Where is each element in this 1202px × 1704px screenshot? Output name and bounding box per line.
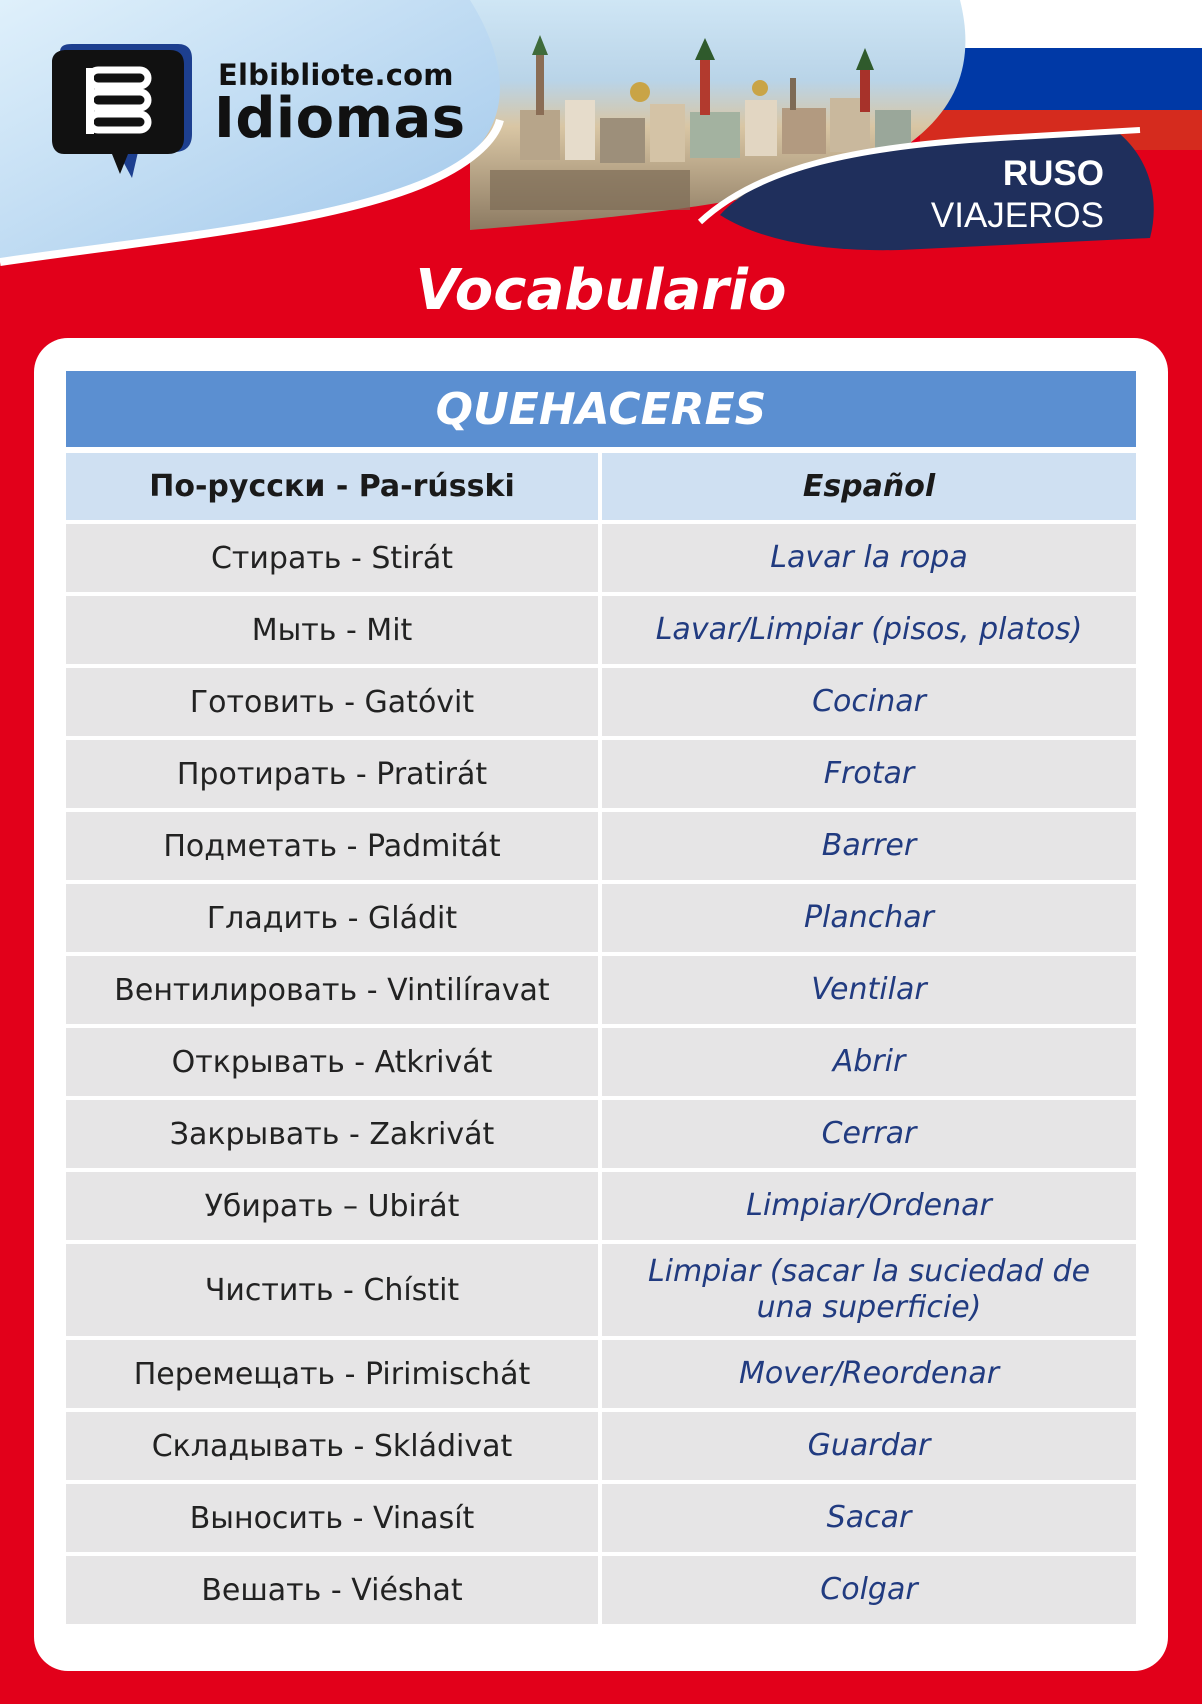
brand-site: Elbibliote.com xyxy=(218,58,454,92)
spanish-translation: Cerrar xyxy=(602,1100,1136,1168)
spanish-translation: Limpiar/Ordenar xyxy=(602,1172,1136,1240)
spanish-translation: Ventilar xyxy=(602,956,1136,1024)
table-row xyxy=(66,1340,1136,1408)
spanish-translation: Sacar xyxy=(602,1484,1136,1552)
russian-term: Закрывать - Zakrivát xyxy=(66,1100,598,1168)
russian-term: Складывать - Skládivat xyxy=(66,1412,598,1480)
spanish-translation: Frotar xyxy=(602,740,1136,808)
column-header-russian: По-русски - Pa-rússki xyxy=(66,453,598,520)
russian-term: Убирать – Ubirát xyxy=(66,1172,598,1240)
table-row xyxy=(66,668,1136,736)
table-row xyxy=(66,956,1136,1024)
spanish-translation: Lavar/Limpiar (pisos, platos) xyxy=(602,596,1136,664)
badge-level: VIAJEROS xyxy=(930,196,1104,235)
chat-bubble-book-icon xyxy=(50,42,200,154)
russian-term: Стирать - Stirát xyxy=(66,524,598,592)
russian-term: Чистить - Chístit xyxy=(66,1244,598,1336)
russian-term: Открывать - Atkrivát xyxy=(66,1028,598,1096)
table-row xyxy=(66,884,1136,952)
russian-term: Вентилировать - Vintilíravat xyxy=(66,956,598,1024)
russian-term: Подметать - Padmitát xyxy=(66,812,598,880)
column-header-spanish: Español xyxy=(602,453,1136,520)
spanish-translation: Planchar xyxy=(602,884,1136,952)
page-title: Vocabulario xyxy=(415,258,787,323)
brand-name: Idiomas xyxy=(214,86,466,151)
table-row xyxy=(66,1412,1136,1480)
table-row xyxy=(66,596,1136,664)
table-row xyxy=(66,740,1136,808)
russian-term: Протирать - Pratirát xyxy=(66,740,598,808)
section-title: QUEHACERES xyxy=(66,371,1136,447)
table-row xyxy=(66,1028,1136,1096)
vocabulary-table xyxy=(66,371,1136,1628)
badge-language: RUSO xyxy=(1002,154,1104,193)
table-row xyxy=(66,812,1136,880)
russian-term: Готовить - Gatóvit xyxy=(66,668,598,736)
spanish-translation: Limpiar (sacar la suciedad de una superficie) xyxy=(602,1244,1136,1336)
russian-term: Гладить - Gládit xyxy=(66,884,598,952)
table-row xyxy=(66,1484,1136,1552)
table-row xyxy=(66,1100,1136,1168)
table-row xyxy=(66,524,1136,592)
header-banner xyxy=(0,0,1202,280)
russian-term: Выносить - Vinasít xyxy=(66,1484,598,1552)
spanish-translation: Abrir xyxy=(602,1028,1136,1096)
table-row xyxy=(66,1556,1136,1624)
spanish-translation: Guardar xyxy=(602,1412,1136,1480)
table-header-row xyxy=(66,453,1136,520)
table-row xyxy=(66,1172,1136,1240)
spanish-translation: Cocinar xyxy=(602,668,1136,736)
russian-term: Перемещать - Pirimischát xyxy=(66,1340,598,1408)
table-row xyxy=(66,1244,1136,1336)
spanish-translation: Lavar la ropa xyxy=(602,524,1136,592)
russian-term: Вешать - Viéshat xyxy=(66,1556,598,1624)
spanish-translation: Mover/Reordenar xyxy=(602,1340,1136,1408)
spanish-translation: Barrer xyxy=(602,812,1136,880)
russian-term: Мыть - Mit xyxy=(66,596,598,664)
spanish-translation: Colgar xyxy=(602,1556,1136,1624)
